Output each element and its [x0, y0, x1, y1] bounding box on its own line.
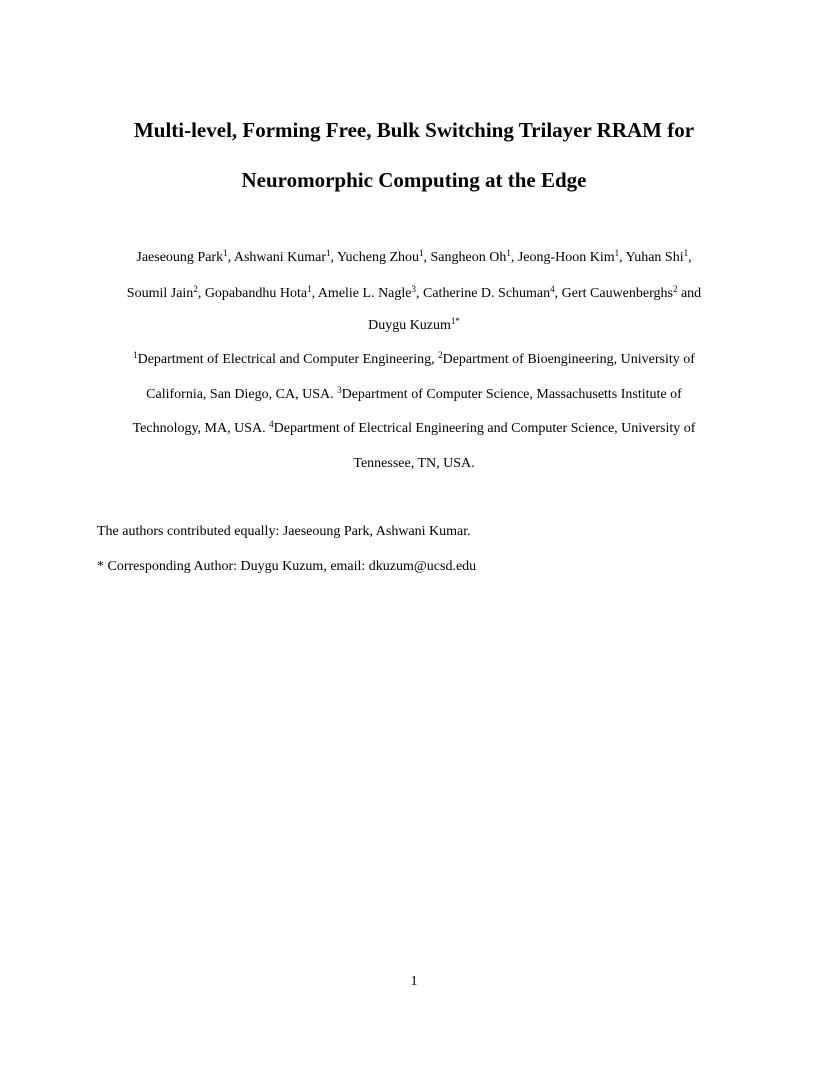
author-separator: , — [688, 250, 692, 265]
paper-title-line-1: Multi-level, Forming Free, Bulk Switching Trilayer RRAM for — [133, 118, 695, 142]
author-separator: , — [423, 250, 431, 265]
author-affiliation-mark: 1 — [614, 248, 620, 258]
affiliation-mark: 1 — [133, 350, 138, 360]
affiliation-line-4 — [0, 454, 828, 474]
affiliation-mark: 2 — [438, 350, 443, 360]
author-name: Sangheon Oh — [430, 250, 507, 265]
affiliation-text: California, San Diego, CA, USA. — [146, 387, 338, 402]
author-name: Yucheng Zhou — [336, 250, 420, 265]
affiliation-mark: 4 — [269, 419, 274, 429]
author-list-line-2 — [0, 284, 828, 304]
author-affiliation-mark: 3 — [411, 284, 416, 294]
page-number: 1 — [410, 974, 418, 989]
author-affiliation-mark: 4 — [550, 284, 555, 294]
author-affiliation-mark: 1 — [325, 248, 331, 258]
author-separator: , — [554, 286, 562, 301]
author-separator: , — [510, 250, 518, 265]
author-affiliation-mark: 1 — [223, 248, 228, 258]
author-separator: , — [416, 286, 423, 301]
author-name: Soumil Jain — [126, 286, 194, 301]
author-name: Yuhan Shi — [625, 250, 684, 265]
affiliation-line-3 — [0, 419, 828, 439]
affiliation-text: Department of Electrical and Computer Engineering, — [137, 352, 439, 367]
author-name: Ashwani Kumar — [233, 250, 326, 265]
author-separator: , — [227, 250, 234, 265]
author-name: Gopabandhu Hota — [204, 286, 308, 301]
author-name: Jaeseoung Park — [136, 250, 224, 265]
author-name: Jeong-Hoon Kim — [517, 250, 615, 265]
affiliation-line-1 — [0, 350, 828, 370]
affiliation-text: Technology, MA, USA. — [132, 421, 270, 436]
author-name: Catherine D. Schuman — [423, 286, 551, 301]
author-affiliation-mark: 1 — [419, 248, 424, 258]
author-affiliation-mark: 2 — [672, 284, 678, 294]
author-name: Amelie L. Nagle — [317, 286, 412, 301]
author-affiliation-mark: 2 — [193, 284, 198, 294]
author-list-line-1 — [0, 248, 828, 268]
affiliation-text: Tennessee, TN, USA. — [353, 456, 475, 471]
affiliation-line-2 — [0, 385, 828, 405]
author-list-line-3 — [0, 316, 828, 336]
author-affiliation-mark: 1 — [683, 248, 689, 258]
author-separator: , — [619, 250, 626, 265]
author-affiliation-mark: 1* — [450, 316, 460, 326]
author-name: Duygu Kuzum — [368, 318, 451, 333]
equal-contribution-note: The authors contributed equally: Jaeseoung Park, Ashwani Kumar. — [97, 524, 471, 539]
author-separator: , — [311, 286, 318, 301]
author-separator: , — [197, 286, 205, 301]
author-separator-and: and — [677, 286, 702, 301]
author-name: Gert Cauwenberghs — [561, 286, 673, 301]
corresponding-author-note: * Corresponding Author: Duygu Kuzum, email: dkuzum@ucsd.edu — [97, 559, 477, 574]
affiliation-text: Department of Computer Science, Massachusetts Institute of — [341, 387, 682, 402]
author-affiliation-mark: 1 — [506, 248, 511, 258]
affiliation-mark: 3 — [337, 385, 342, 395]
paper-title-line-2: Neuromorphic Computing at the Edge — [241, 168, 587, 192]
affiliation-text: Department of Bioengineering, University of — [442, 352, 695, 367]
affiliation-text: Department of Electrical Engineering and Computer Science, University of — [273, 421, 696, 436]
author-separator: , — [330, 250, 337, 265]
author-affiliation-mark: 1 — [307, 284, 312, 294]
